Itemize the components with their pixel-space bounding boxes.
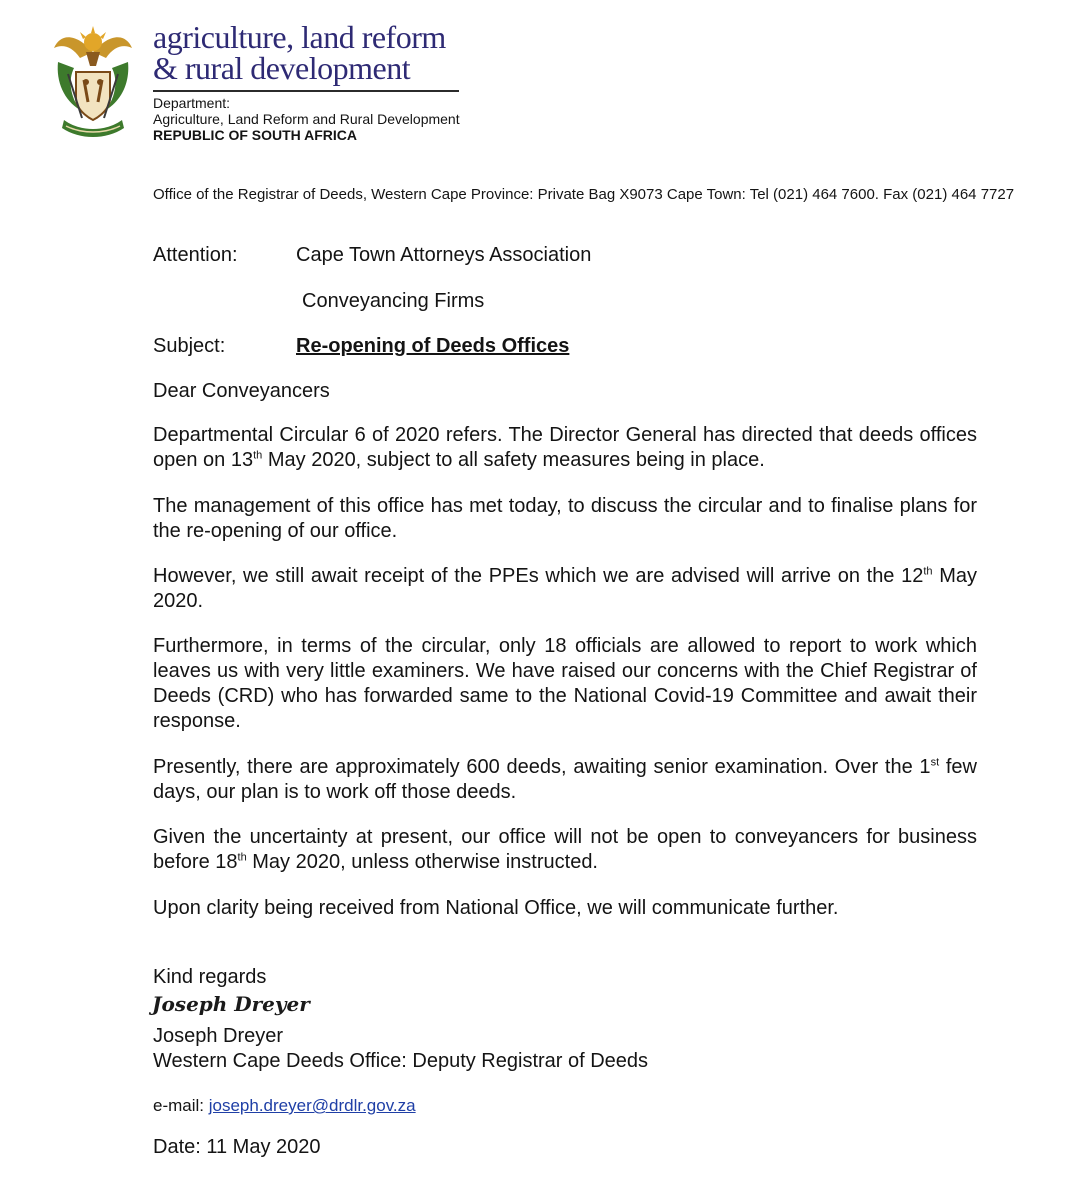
email-line [153,1096,416,1116]
email-link[interactable]: joseph.dreyer@drdlr.gov.za [208,1096,416,1115]
paragraph-5 [153,755,977,805]
letter-date: Date: 11 May 2020 [153,1136,321,1158]
country-name: REPUBLIC OF SOUTH AFRICA [153,127,358,143]
paragraph-6-text-b: May 2020, unless otherwise instructed. [246,851,598,873]
paragraph-4: Furthermore, in terms of the circular, only 18 officials are allowed to report to work which leaves us with very little examiners. We have raised our concerns with the Chief Registrar of Deeds (CRD) who has forwarded same to the National Covid-19 Committee and await their response. [153,635,977,732]
attention-recipient-2: Conveyancing Firms [302,290,485,312]
subject-title: Re-opening of Deeds Offices [296,335,570,357]
closing-regards: Kind regards [153,966,267,988]
ordinal-suffix: th [253,449,263,462]
department-name-line-2: & rural development [153,50,411,86]
paragraph-6 [153,825,977,875]
ordinal-suffix: st [930,756,940,769]
paragraph-1 [153,423,977,473]
office-address: Office of the Registrar of Deeds, Western Cape Province: Private Bag X9073 Cape Town: Tel (021) 464 7600. Fax (021) 464 7727 [153,186,1015,203]
header-divider [153,90,459,92]
attention-label: Attention: [153,244,238,266]
department-logotype [153,19,463,86]
handwritten-signature: Joseph Dreyer [152,992,310,1016]
department-details [153,95,460,143]
paragraph-3 [153,564,977,614]
paragraph-3-text-a: However, we still await receipt of the PPEs which we are advised will arrive on the 12 [153,565,924,587]
paragraph-1-text-b: May 2020, subject to all safety measures being in place. [262,449,765,471]
ordinal-suffix: th [237,851,247,864]
email-label: e-mail: [153,1096,209,1115]
signatory-name: Joseph Dreyer [153,1025,284,1047]
signatory-title: Western Cape Deeds Office: Deputy Registrar of Deeds [153,1050,649,1072]
paragraph-2: The management of this office has met today, to discuss the circular and to finalise plans for the re-opening of our office. [153,495,977,542]
salutation: Dear Conveyancers [153,380,330,402]
coat-of-arms-icon [50,22,136,142]
department-full-name: Agriculture, Land Reform and Rural Development [153,111,460,127]
department-label: Department: [153,95,231,111]
paragraph-7: Upon clarity being received from National Office, we will communicate further. [153,897,839,919]
attention-recipient-1: Cape Town Attorneys Association [296,244,592,266]
paragraph-6-text-a: Given the uncertainty at present, our office will not be open to conveyancers for business before 18 [153,826,977,873]
paragraph-3-text-b: May 2020. [153,565,977,612]
ordinal-suffix: th [923,565,933,578]
paragraph-5-text-a: Presently, there are approximately 600 deeds, awaiting senior examination. Over the 1 [153,756,931,778]
paragraph-5-text-b: few days, our plan is to work off those deeds. [153,756,977,803]
subject-label: Subject: [153,335,226,357]
paragraph-1-text-a: Departmental Circular 6 of 2020 refers. The Director General has directed that deeds offices open on 13 [153,424,977,471]
department-name-line-1: agriculture, land reform [153,19,446,55]
